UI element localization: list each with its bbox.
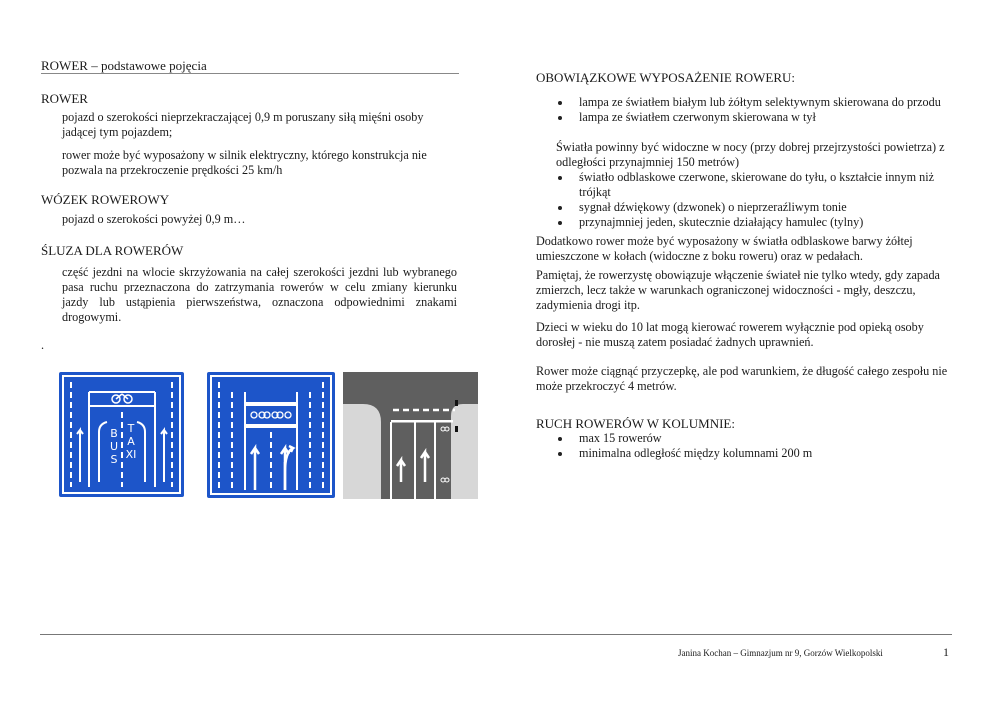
paragraph-trailer: Rower może ciągnąć przyczepkę, ale pod warunkiem, że długość całego zespołu nie może przekroczyć 4 metrów.	[536, 364, 948, 393]
heading-sluza: ŚLUZA DLA ROWERÓW	[41, 243, 184, 258]
equipment-item-front-lamp: lampa ze światłem białym lub żółtym selektywnym skierowana do przodu	[535, 95, 955, 110]
heading-equipment: OBOWIĄZKOWE WYPOSAŻENIE ROWERU:	[536, 70, 796, 85]
equipment-item-reflector: światło odblaskowe czerwone, skierowane do tyłu, o kształcie innym niż trójkąt	[535, 170, 955, 200]
paragraph-reflectors: Dodatkowo rower może być wyposażony w światła odblaskowe barwy żółtej umieszczone w kołach (widoczne z boku roweru) oraz w pedałach.	[536, 234, 913, 263]
bus-taxi-lane-drawing	[59, 372, 184, 497]
footer-divider	[40, 634, 952, 635]
heading-wozek: WÓZEK ROWEROWY	[41, 192, 170, 207]
rower-electric-note: rower może być wyposażony w silnik elektryczny, którego konstrukcja nie pozwala na przekroczenie prędkości 25 km/h	[62, 148, 427, 177]
photo-bike-box-intersection	[343, 372, 478, 499]
bus-lane-label: BUS	[109, 427, 119, 466]
column-item-max: max 15 rowerów	[535, 431, 955, 446]
heading-column-riding: RUCH ROWERÓW W KOLUMNIE:	[536, 416, 735, 431]
intersection-drawing	[343, 372, 478, 499]
column-item-distance: minimalna odległość między kolumnami 200 m	[535, 446, 955, 461]
equipment-list-1	[535, 95, 955, 125]
lights-visibility-note: Światła powinny być widoczne w nocy (przy dobrej przejrzystości powietrza) z odległości przynajmniej 150 metrów)	[556, 140, 945, 169]
taxi-lane-label: TAXI	[125, 422, 137, 461]
equipment-list-2	[535, 170, 955, 230]
sluza-definition: część jezdni na wlocie skrzyżowania na całej szerokości jezdni lub wybranego pasa ruchu przeznaczona do zatrzymania rowerów w celu zmiany kierunku jazdy lub ustąpienia pierwszeństwa, oznaczona odpowiednimi znakami drogowymi.	[62, 265, 457, 324]
equipment-item-brake: przynajmniej jeden, skutecznie działający hamulec (tylny)	[535, 215, 955, 230]
paragraph-lights-on: Pamiętaj, że rowerzystę obowiązuje włączenie świateł nie tylko wtedy, gdy zapada zmierzch, lecz także w warunkach ograniczonej widoczności - mgły, deszczu, zadymienia drogi itp.	[536, 268, 940, 312]
page-number: 1	[943, 645, 949, 659]
wozek-definition: pojazd o szerokości powyżej 0,9 m…	[62, 212, 246, 226]
heading-rower: ROWER	[41, 91, 88, 106]
stray-dot: .	[41, 338, 45, 352]
footer-author: Janina Kochan – Gimnazjum nr 9, Gorzów Wielkopolski	[678, 648, 883, 658]
page-title: ROWER – podstawowe pojęcia	[41, 58, 459, 74]
paragraph-children: Dzieci w wieku do 10 lat mogą kierować rowerem wyłącznie pod opieką osoby dorosłej - nie muszą zatem posiadać żadnych uprawnień.	[536, 320, 924, 349]
road-sign-bus-taxi-lane	[59, 372, 184, 497]
column-riding-list	[535, 431, 955, 461]
rower-definition: pojazd o szerokości nieprzekraczającej 0,9 m poruszany siłą mięśni osoby jadącej tym pojazdem;	[62, 110, 424, 139]
equipment-item-bell: sygnał dźwiękowy (dzwonek) o nieprzeraźliwym tonie	[535, 200, 955, 215]
bicycle-box-drawing	[207, 372, 335, 498]
road-sign-bicycle-box	[207, 372, 335, 498]
equipment-item-rear-lamp: lampa ze światłem czerwonym skierowana w tył	[535, 110, 955, 125]
